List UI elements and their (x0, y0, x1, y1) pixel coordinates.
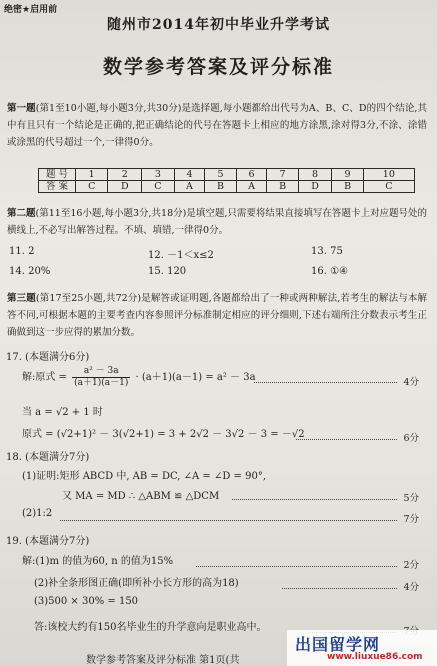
q18-part1: (1)证明:矩形 ABCD 中, AB = DC, ∠A = ∠D = 90°, (22, 471, 267, 482)
document-subtitle: 数学参考答案及评分标准 (102, 56, 334, 78)
q17-when: 当 a = √2 + 1 时 (22, 407, 103, 418)
table-cell: 5 (205, 169, 236, 181)
part1-label: 第一题 (7, 103, 36, 114)
answer-15: 15. 120 (148, 266, 187, 277)
answer-12: 12. －1＜x≤2 (148, 250, 214, 261)
table-cell: C (363, 181, 414, 193)
q19-answer: 答:该校大约有150名毕业生的升学意向是职业高中。 (34, 622, 267, 633)
table-cell: D (298, 181, 332, 193)
q19-header: 19. (本题满分7分) (6, 536, 90, 547)
watermark-logo (287, 630, 437, 666)
table-cell: 4 (174, 169, 205, 181)
q17-solution-line (22, 366, 256, 389)
leader-dots (254, 382, 397, 383)
leader-dots (296, 439, 397, 440)
leader-dots (282, 588, 397, 589)
q18-header: 18. (本题满分7分) (6, 452, 90, 463)
q17-score-1: 4分 (403, 377, 419, 388)
table-cell: 2 (108, 169, 142, 181)
q18-score-1: 5分 (403, 493, 419, 504)
answer-table-number-row (39, 169, 415, 181)
part2-label: 第二题 (7, 208, 36, 219)
row-label-number: 题 号 (39, 169, 76, 181)
part2-text: (第11至16小题,每小题3分,共18分)是填空题,只需要将结果直接填写在答题卡上对应题号处的横线上,不必写出解答过程。不填、填错,一律得0分。 (7, 208, 427, 236)
q19-score-1: 2分 (403, 560, 419, 571)
part2-instructions (7, 205, 427, 239)
table-cell: 1 (76, 169, 108, 181)
q17-solve-suffix: · (a＋1)(a－1) = a² － 3a (135, 372, 256, 383)
table-cell: 7 (267, 169, 298, 181)
exam-title: 随州市2014年初中毕业升学考试 (107, 17, 330, 33)
q17-calculation: 原式 = (√2+1)² － 3(√2+1) = 3 + 2√2 － 3√2 － 3 = －√2 (22, 429, 305, 440)
part1-instructions (7, 100, 427, 151)
part3-text: (第17至25小题,共72分)是解答或证明题,各题都给出了一种或两种解法,若考生的解法与本解答不同,可根据本题的主要考查内容参照评分标准制定相应的评分细则,下述右端所注分数表示考生正确做到这一步应得的累加分数。 (7, 293, 427, 338)
answer-table (38, 168, 415, 193)
q19-part1: 解:(1)m 的值为60, n 的值为15% (22, 556, 174, 567)
answer-table-answer-row (39, 181, 415, 193)
q18-part1-conclusion: 又 MA = MD ∴ △ABM ≌ △DCM (62, 491, 220, 502)
part3-label: 第三题 (7, 293, 36, 304)
watermark-url: www.liuxue86.com (327, 652, 423, 662)
table-cell: A (174, 181, 205, 193)
watermark-site-name: 出国留学网 (295, 635, 381, 654)
q18-part2: (2)1:2 (22, 508, 53, 519)
table-cell: 9 (332, 169, 363, 181)
part1-text: (第1至10小题,每小题3分,共30分)是选择题,每小题都给出代号为A、B、C、D的四个结论,其中有且只有一个结论是正确的,把正确结论的代号在答题卡上相应的地方涂黑,涂对得3分,不涂、涂错或涂黑的代号超过一个,一律得0分。 (7, 103, 427, 148)
q17-fraction-numerator: a² － 3a (72, 366, 130, 378)
table-cell: C (142, 181, 174, 193)
part3-instructions (7, 290, 427, 341)
answer-11: 11. 2 (9, 246, 35, 257)
table-cell: C (76, 181, 108, 193)
leader-dots (232, 499, 397, 500)
leader-dots (196, 566, 397, 567)
row-label-answer: 答 案 (39, 181, 76, 193)
q18-score-2: 7分 (403, 514, 419, 525)
q17-header: 17. (本题满分6分) (6, 352, 90, 363)
table-cell: 10 (363, 169, 414, 181)
answer-13: 13. 75 (311, 246, 343, 257)
q19-score-2: 4分 (403, 582, 419, 593)
answer-14: 14. 20% (9, 266, 51, 277)
table-cell: 8 (298, 169, 332, 181)
table-cell: A (236, 181, 267, 193)
table-cell: B (332, 181, 363, 193)
q17-fraction-denominator: (a＋1)(a－1) (74, 378, 129, 388)
secret-label: 绝密★启用前 (4, 5, 58, 15)
q17-solve-prefix: 解:原式 = (22, 372, 67, 383)
table-cell: 3 (142, 169, 174, 181)
q17-score-2: 6分 (403, 433, 419, 444)
q19-part3: (3)500 × 30% = 150 (34, 596, 139, 607)
q19-part2: (2)补全条形图正确(即所补小长方形的高为18) (34, 578, 239, 589)
leader-dots (60, 520, 397, 521)
q17-fraction (72, 366, 130, 389)
answer-16: 16. ①④ (311, 266, 349, 277)
table-cell: B (267, 181, 298, 193)
page-footer: 数学参考答案及评分标准 第1页(共 (86, 655, 240, 666)
table-cell: 6 (236, 169, 267, 181)
table-cell: B (205, 181, 236, 193)
table-cell: D (108, 181, 142, 193)
